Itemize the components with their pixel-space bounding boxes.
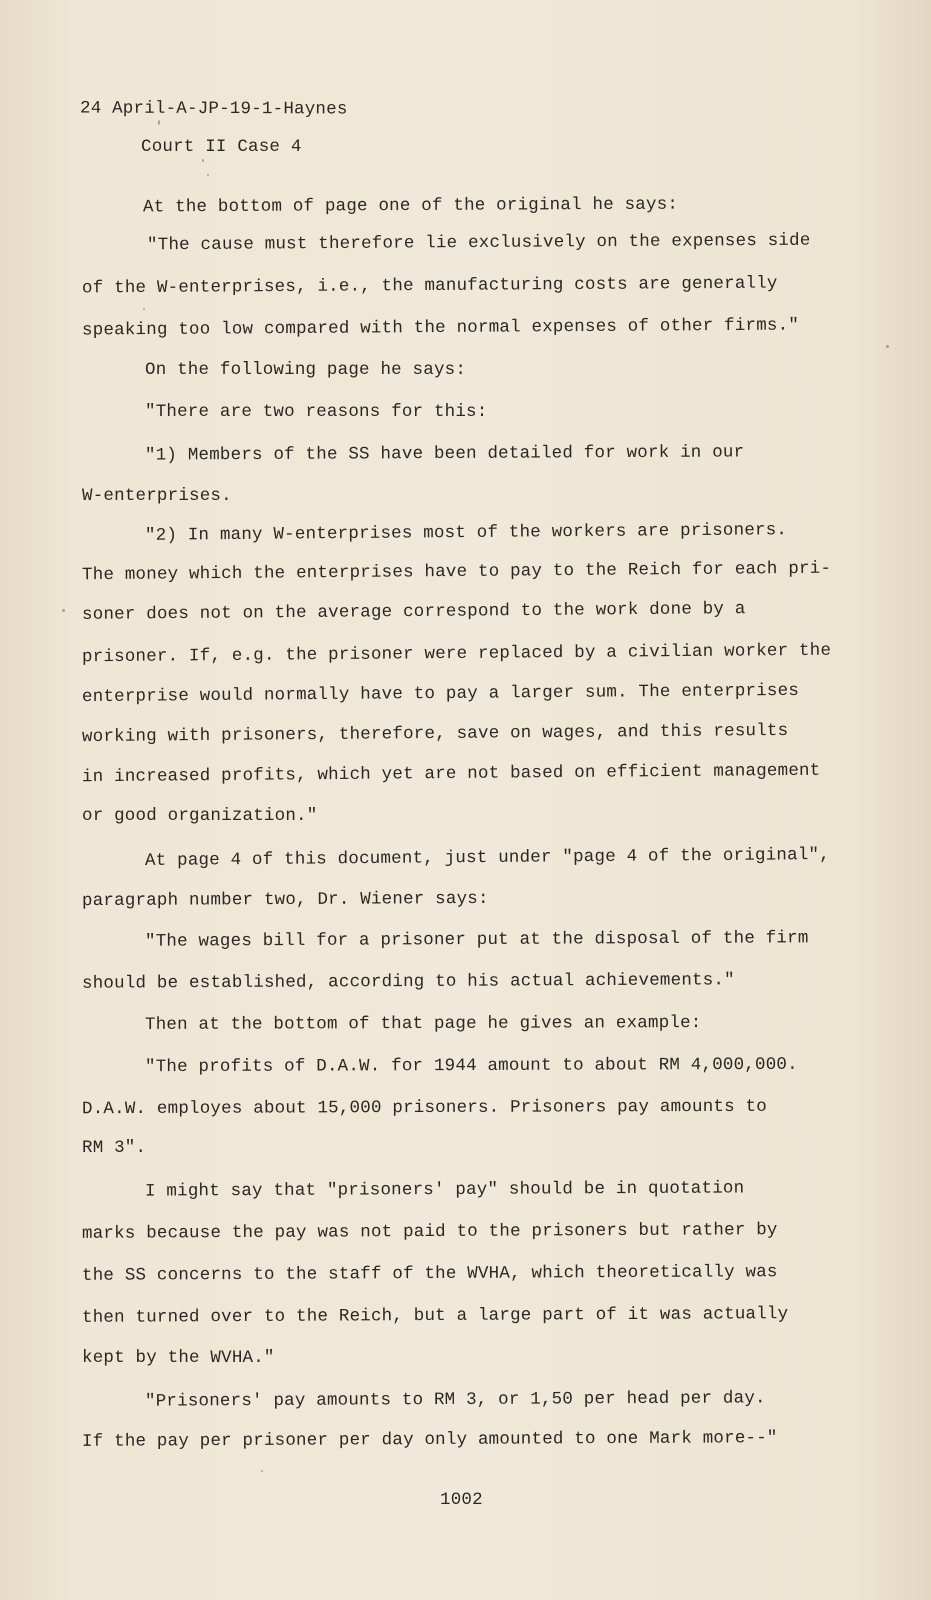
text-line: "The wages bill for a prisoner put at the disposal of the firm	[144, 928, 809, 952]
text-line: "The cause must therefore lie exclusively on the expenses side	[146, 230, 811, 256]
text-line: paragraph number two, Dr. Wiener says:	[81, 888, 489, 912]
text-line: At page 4 of this document, just under "page 4 of the original",	[144, 845, 830, 871]
paper-speck	[207, 174, 209, 176]
paper-speck	[143, 308, 145, 310]
text-line: then turned over to the Reich, but a large part of it was actually	[81, 1304, 789, 1328]
document-header: 24 April-A-JP-19-1-Haynes	[79, 98, 348, 120]
text-line: "2) In many W-enterprises most of the workers are prisoners.	[144, 520, 788, 546]
text-line: in increased profits, which yet are not based on efficient management	[81, 760, 821, 788]
paper-speck	[62, 609, 65, 612]
text-line: D.A.W. employes about 15,000 prisoners. Prisoners pay amounts to	[81, 1096, 767, 1120]
text-line: enterprise would normally have to pay a larger sum. The enterprises	[81, 680, 800, 708]
paper-speck	[886, 345, 889, 348]
text-line: I might say that "prisoners' pay" should be in quotation	[144, 1178, 745, 1202]
text-line: "The profits of D.A.W. for 1944 amount to about RM 4,000,000.	[144, 1054, 798, 1078]
text-line: or good organization."	[82, 806, 318, 826]
text-line: Then at the bottom of that page he gives an example:	[144, 1013, 702, 1035]
page-number: 1002	[440, 1490, 483, 1510]
paper-speck	[202, 159, 204, 162]
text-line: If the pay per prisoner per day only amounted to one Mark more--"	[81, 1428, 778, 1452]
text-line: speaking too low compared with the normal expenses of other firms."	[81, 315, 800, 341]
text-line: RM 3".	[82, 1138, 147, 1158]
text-line: W-enterprises.	[82, 486, 232, 506]
text-line: marks because the pay was not paid to the prisoners but rather by	[81, 1220, 778, 1244]
text-line: prisoner. If, e.g. the prisoner were replaced by a civilian worker the	[81, 640, 832, 668]
text-line: of the W-enterprises, i.e., the manufacturing costs are generally	[81, 273, 778, 299]
text-line: The money which the enterprises have to pay to the Reich for each pri-	[81, 558, 832, 586]
paper-speck	[158, 120, 160, 125]
text-line: "Prisoners' pay amounts to RM 3, or 1,50 per head per day.	[144, 1388, 766, 1412]
text-line: should be established, according to his actual achievements."	[81, 970, 735, 994]
text-line: "There are two reasons for this:	[145, 402, 488, 422]
text-line: the SS concerns to the staff of the WVHA, which theoretically was	[81, 1262, 778, 1286]
text-line: On the following page he says:	[145, 360, 467, 380]
text-line: working with prisoners, therefore, save on wages, and this results	[81, 720, 789, 748]
text-line: kept by the WVHA."	[82, 1348, 275, 1368]
text-line: soner does not on the average correspond to the work done by a	[81, 599, 746, 625]
paper-speck	[261, 1470, 263, 1472]
text-line: "1) Members of the SS have been detailed for work in our	[144, 442, 745, 466]
court-case-label: Court II Case 4	[141, 137, 302, 157]
text-line: At the bottom of page one of the original he says:	[142, 194, 679, 218]
